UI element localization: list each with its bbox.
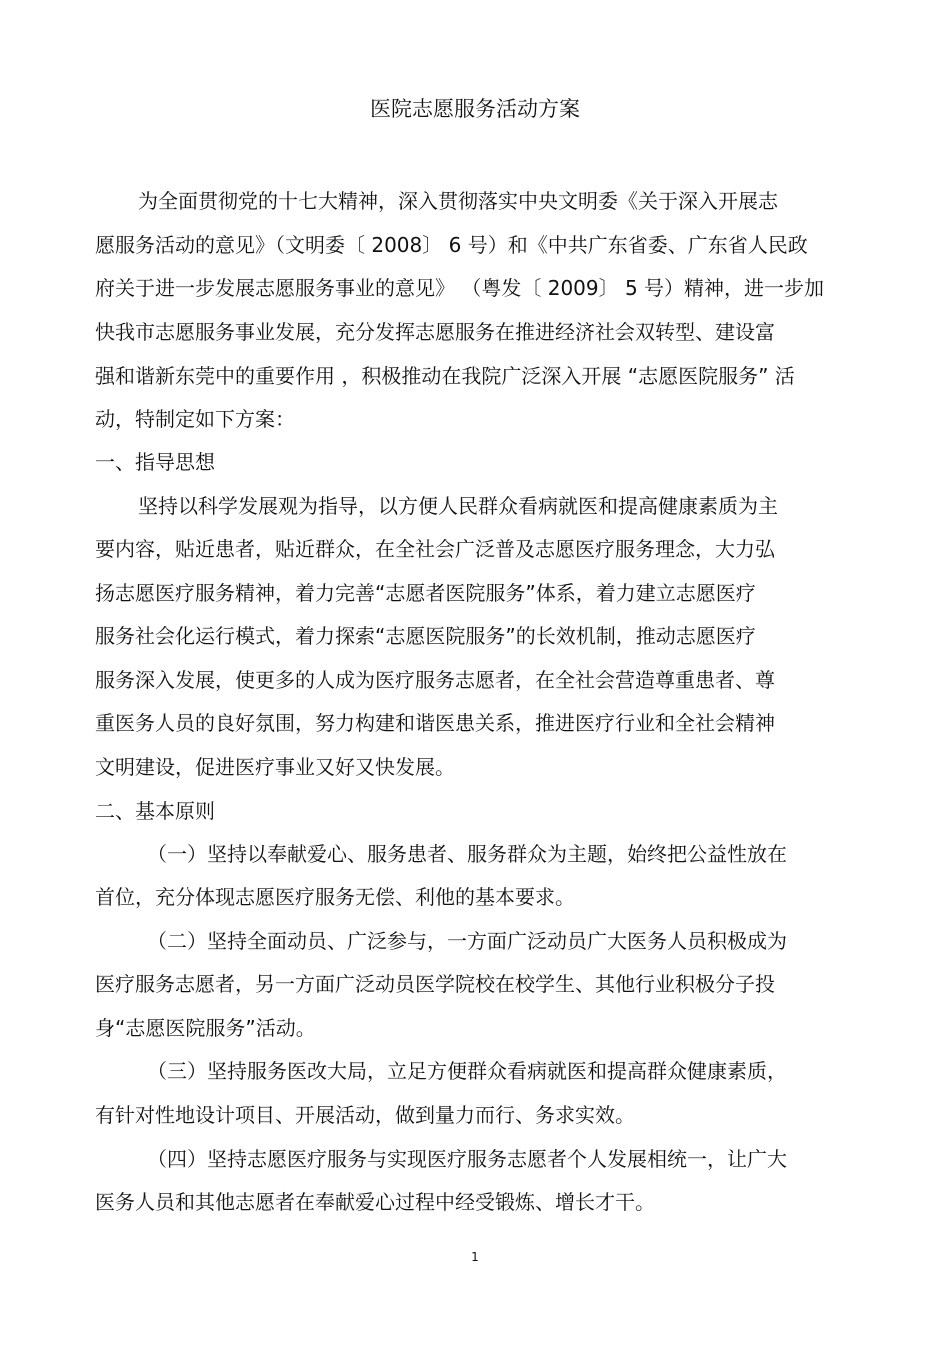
section-heading-basic-principles: 二、基本原则	[95, 799, 215, 823]
paragraph-line: 府关于进一步发展志愿服务事业的意见》 （粤发〔 2009〕 5 号）精神，进一步加	[95, 276, 825, 300]
paragraph-line: （一）坚持以奉献爱心、服务患者、服务群众为主题，始终把公益性放在	[147, 842, 787, 866]
paragraph-line: 动，特制定如下方案：	[95, 407, 295, 431]
section-heading-guiding-thought: 一、指导思想	[95, 450, 215, 474]
paragraph-line: 快我市志愿服务事业发展，充分发挥志愿服务在推进经济社会双转型、建设富	[95, 320, 775, 344]
paragraph-line: 重医务人员的良好氛围，努力构建和谐医患关系，推进医疗行业和全社会精神	[95, 711, 775, 735]
paragraph-line: （三）坚持服务医改大局，立足方便群众看病就医和提高群众健康素质，	[147, 1059, 787, 1083]
paragraph-line: （四）坚持志愿医疗服务与实现医疗服务志愿者个人发展相统一，让广大	[147, 1147, 787, 1171]
page-number: 1	[471, 1250, 479, 1264]
paragraph-line: 坚持以科学发展观为指导，以方便人民群众看病就医和提高健康素质为主	[138, 494, 778, 518]
paragraph-line: 文明建设，促进医疗事业又好又快发展。	[95, 755, 455, 779]
paragraph-line: 服务社会化运行模式，着力探索“志愿医院服务”的长效机制，推动志愿医疗	[95, 624, 756, 648]
paragraph-line: 愿服务活动的意见》（文明委〔 2008〕 6 号）和《中共广东省委、广东省人民政	[95, 233, 808, 257]
paragraph-line: 强和谐新东莞中的重要作用 ，积极推动在我院广泛深入开展 “志愿医院服务” 活	[95, 364, 795, 388]
paragraph-line: 首位，充分体现志愿医疗服务无偿、利他的基本要求。	[95, 885, 575, 909]
paragraph-line: 服务深入发展，使更多的人成为医疗服务志愿者，在全社会营造尊重患者、尊	[95, 668, 775, 692]
paragraph-line: 要内容，贴近患者，贴近群众，在全社会广泛普及志愿医疗服务理念，大力弘	[95, 537, 775, 561]
paragraph-line: 有针对性地设计项目、开展活动，做到量力而行、务求实效。	[95, 1103, 635, 1127]
paragraph-line: 身“志愿医院服务”活动。	[95, 1016, 316, 1040]
paragraph-line: 扬志愿医疗服务精神，着力完善“志愿者医院服务”体系，着力建立志愿医疗	[95, 581, 756, 605]
paragraph-line: （二）坚持全面动员、广泛参与，一方面广泛动员广大医务人员积极成为	[147, 929, 787, 953]
document-title: 医院志愿服务活动方案	[370, 97, 580, 121]
paragraph-line: 医务人员和其他志愿者在奉献爱心过程中经受锻炼、增长才干。	[95, 1190, 655, 1214]
paragraph-line: 为全面贯彻党的十七大精神，深入贯彻落实中央文明委《关于深入开展志	[138, 189, 778, 213]
paragraph-line: 医疗服务志愿者，另一方面广泛动员医学院校在校学生、其他行业积极分子投	[95, 972, 775, 996]
